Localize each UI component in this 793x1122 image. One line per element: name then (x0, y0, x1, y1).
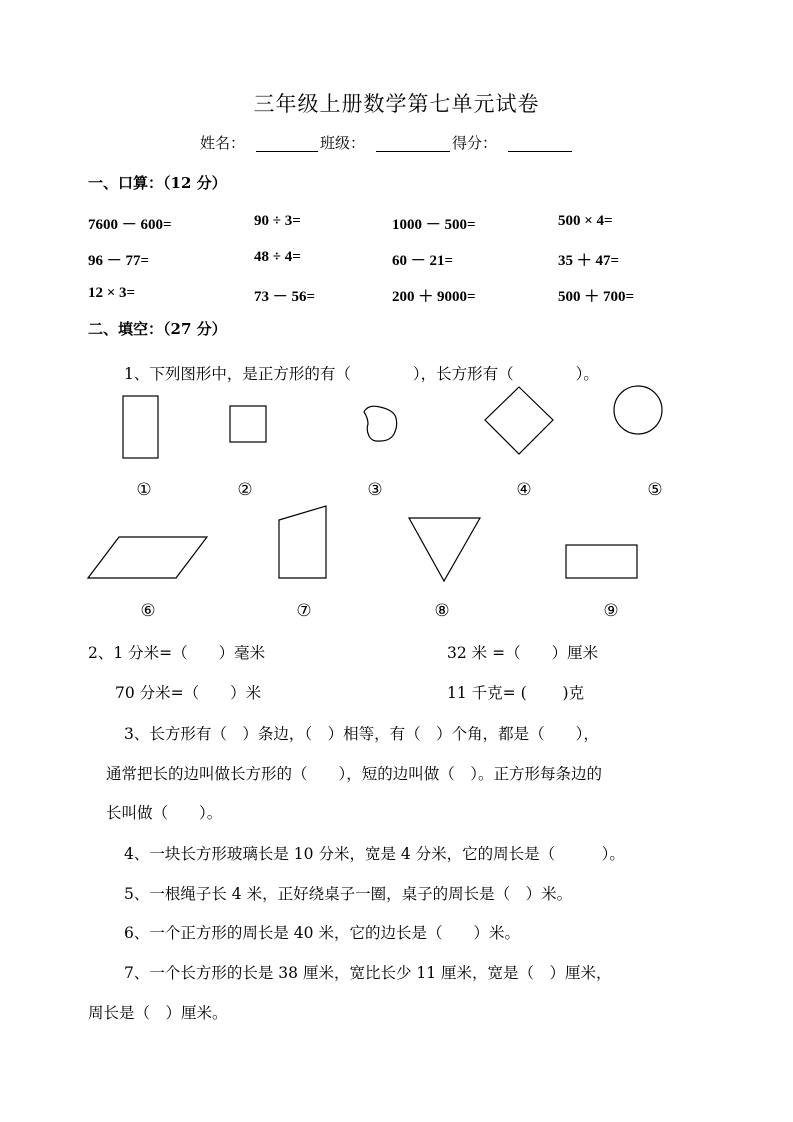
shape-wide-rectangle (566, 545, 637, 578)
shape-square (230, 406, 266, 442)
problem: 500 × 4= (558, 213, 613, 229)
question-3-line-1: 3、长方形有（ ）条边，（ ）相等，有（ ）个角，都是（ ）， (124, 725, 599, 743)
shape-triangle (409, 518, 480, 581)
question-3-line-2: 通常把长的边叫做长方形的（ ），短的边叫做（ ）。正方形每条边的 (106, 765, 603, 783)
shape-irregular (364, 406, 397, 441)
problem: 12 × 3= (88, 285, 136, 301)
shape-parallelogram (88, 537, 207, 578)
shape-label: ⑧ (434, 601, 450, 621)
shape-label: ⑦ (296, 601, 312, 621)
class-label: 班级： (320, 134, 366, 152)
question-2a: 2、1 分米=（ ）毫米 (88, 644, 266, 662)
problem: 96 － 77= (88, 253, 150, 269)
question-5: 5、一根绳子长 4 米，正好绕桌子一圈，桌子的周长是（ ）米。 (124, 885, 573, 903)
section-1-heading: 一、口算：（12 分） (88, 174, 227, 192)
problem: 60 － 21= (392, 253, 454, 269)
problem: 48 ÷ 4= (254, 249, 301, 265)
shape-tall-rectangle (123, 396, 158, 458)
question-2d: 11 千克= ( )克 (447, 684, 585, 702)
shape-trapezoid (279, 506, 326, 578)
shape-label: ⑨ (603, 601, 619, 621)
question-1: 1、下列图形中，是正方形的有（ ），长方形有（ ）。 (124, 365, 599, 383)
score-label: 得分： (452, 134, 498, 152)
question-4: 4、一块长方形玻璃长是 10 分米，宽是 4 分米，它的周长是（ ）。 (124, 845, 625, 863)
question-2b: 32 米 =（ ）厘米 (447, 644, 599, 662)
question-3-line-3: 长叫做（ ）。 (106, 804, 223, 822)
problem: 200 ＋ 9000= (392, 289, 476, 305)
page-title: 三年级上册数学第七单元试卷 (253, 92, 540, 116)
name-label: 姓名： (200, 134, 246, 152)
question-2c: 70 分米=（ ）米 (115, 684, 262, 702)
shape-label: ⑤ (647, 480, 663, 500)
shape-label: ④ (516, 480, 532, 500)
problem: 73 － 56= (254, 289, 316, 305)
section-2-heading: 二、填空：（27 分） (88, 320, 227, 338)
problem: 35 ＋ 47= (558, 253, 620, 269)
question-6: 6、一个正方形的周长是 40 米，它的边长是（ ）米。 (124, 924, 520, 942)
shape-label: ② (237, 480, 253, 500)
shape-label: ① (136, 480, 152, 500)
shape-label: ⑥ (140, 601, 156, 621)
question-7-line-2: 周长是（ ）厘米。 (88, 1004, 228, 1022)
problem: 90 ÷ 3= (254, 213, 301, 229)
shape-diamond (485, 387, 553, 454)
problem: 1000 － 500= (392, 217, 476, 233)
shape-circle (614, 386, 662, 434)
shape-label: ③ (367, 480, 383, 500)
problem: 500 ＋ 700= (558, 289, 635, 305)
problem: 7600 － 600= (88, 217, 172, 233)
question-7-line-1: 7、一个长方形的长是 38 厘米，宽比长少 11 厘米，宽是（ ）厘米， (124, 964, 612, 982)
